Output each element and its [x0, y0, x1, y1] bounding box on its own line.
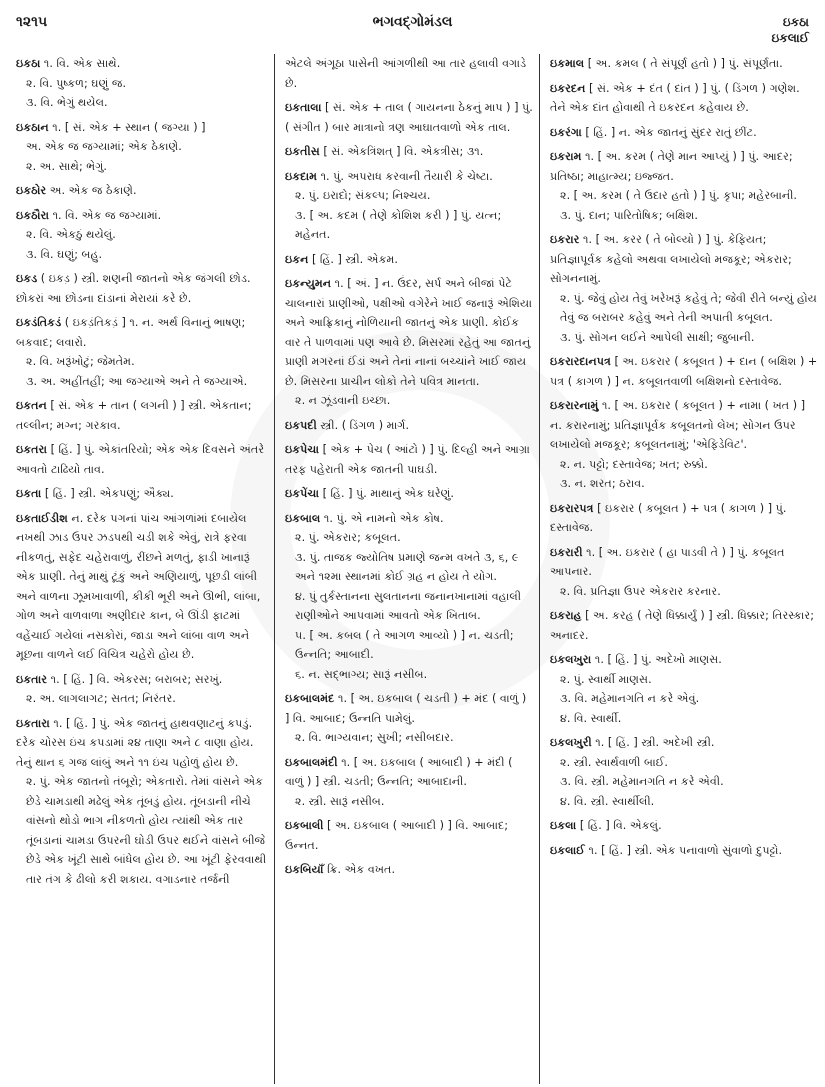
entry-text: [ હિં. ] પું. એકાંતરિયો; એક એક દિવસને અંતરે આવતો ટાઢિયો તાવ. [16, 443, 265, 476]
entry-text: ૧. [ હિં. ] પું. અદેખો માણસ. [594, 653, 722, 666]
dictionary-entry [550, 123, 819, 143]
entry-definition-line [285, 416, 533, 436]
entry-definition-line [285, 689, 533, 728]
dictionary-entry [16, 509, 268, 665]
entry-definition-line [550, 79, 819, 118]
entry-sense: ૨. ન ઝૂંડવાની ઇચ્છા. [295, 394, 391, 407]
entry-sense: ૨. સ્ત્રી. સ્વાર્થવાળી બાઈ. [560, 755, 668, 769]
dictionary-entry [550, 230, 819, 347]
dictionary-entry [285, 509, 533, 685]
entry-definition-line [16, 313, 268, 352]
dictionary-entry [285, 440, 533, 479]
entry-sense: અ. એક જ જગ્યામાં; એક ઠેકાણે. [26, 140, 182, 153]
entry-text: ૧. પું. એ નામનો એક કોષ. [323, 511, 444, 525]
entry-text: ૧. [ અ. કરમ ( તેણે માન આપ્યું ) ] પું. આદર; પ્રતિષ્ઠા; માહાત્મ્ય; ઇજ્જત. [550, 150, 793, 183]
entry-definition-line [16, 118, 268, 138]
entry-definition-line [550, 650, 819, 670]
entry-text: [ સં. એકત્રિંશત્ ] વિ. એકત્રીસ; ૩૧. [323, 145, 484, 158]
entry-definition-line [550, 733, 819, 753]
dictionary-columns [0, 54, 825, 1084]
entry-definition-line [550, 606, 819, 645]
entry-sense: ૩. વિ. સ્ત્રી. મહેમાનગતિ ન કરે એવી. [560, 775, 724, 788]
entry-headword: ઇકતાર [16, 672, 48, 686]
entry-headword: ઇકબાલી [285, 819, 324, 832]
entry-headword: ઇકરારપત્ર [550, 501, 594, 515]
guide-word-first: ઇકઠા [782, 15, 809, 29]
entry-sense: ૨. પું. ઇરાદો; સંકલ્પ; નિશ્ચય. [295, 189, 431, 202]
dictionary-entry [16, 440, 268, 479]
entry-headword: ઇકરારી [550, 545, 583, 559]
column-2 [275, 54, 540, 1084]
entry-text: [ અ. ઇકરાર ( કબૂલત ) + દાન ( બક્ષિશ ) + પત્ર ( કાગળ ) ] ન. કબૂલતવાળી બક્ષિશનો દસ્તાવેજ. [550, 355, 818, 388]
entry-headword: ઇકપેચા [285, 443, 320, 456]
entry-text: [ સં. એક + તાન ( લગની ) ] સ્ત્રી. એકતાન; તલ્લીન; મગ્ન; ગરકાવ. [16, 399, 252, 432]
entry-definition-line [16, 181, 268, 201]
entry-text: [ હિં. ] પું. માથાનું એક ઘરેણું. [322, 487, 454, 500]
entry-headword: ઇકન [285, 252, 309, 266]
entry-sense: ૨. અ. લાગલાગટ; સતત; નિરંતર. [26, 692, 176, 705]
entry-sense: ૬. ન. સદ્ભાગ્ય; સારૂં નસીબ. [295, 667, 428, 681]
entry-definition-line [285, 509, 533, 529]
dictionary-entry [285, 54, 533, 93]
entry-headword: ઇકરારનામું [550, 399, 599, 412]
dictionary-entry [16, 181, 268, 201]
entry-text: અ. એક જ ઠેકાણે. [49, 184, 137, 197]
dictionary-entry [550, 54, 819, 74]
entry-sense: ૨. પું. એક જાતનો તંબૂરો; એકતારો. તેમાં વાંસને એક છેડે ચામડાથી મઢેલું એક તૂંબડું હોય. તૂંબડાની નીચે વાંસનો થોડો ભાગ નીકળતો હોય ત્યાંથી એક તાર તૂંબડાનાં ચામડા ઉપરની ઘોડી ઉપર થઈને વાંસને બીજે છેડે એક ખૂંટી સાથે બાંધેલ હોય છે. આ ખૂંટી ફેરવવાથી તાર તંગ કે ઢીલો કરી શકાય. વગાડનાર તર્જની [26, 775, 267, 886]
entry-headword: ઇકઠા [16, 57, 41, 70]
dictionary-entry [16, 484, 268, 504]
entry-definition-line [16, 269, 268, 308]
entry-sense: ૩. પું. સોગન લઈને આપેલી સાક્ષી; જુબાની. [560, 330, 755, 344]
entry-definition-line [16, 484, 268, 504]
entry-headword: ઇકતન [16, 399, 47, 412]
entry-definition-line [550, 543, 819, 582]
entry-text: [ હિં. ] સ્ત્રી. એકપણું; ઐક્ય. [44, 487, 174, 500]
guide-words [772, 14, 809, 46]
entry-definition-line [16, 54, 268, 74]
entry-definition-line [550, 123, 819, 143]
entry-sense: ૩. પું. તાજક જ્યોતિષ પ્રમાણે જન્મ વખતે ૩, ૬, ૯ અને ૧૨મા સ્થાનમાં કોઈ ગ્રહ ન હોય તે યોગ. [295, 550, 519, 583]
entry-sense: ૨. અ. સાથે; ભેગું. [26, 159, 107, 173]
entry-sense: ૪. વિ. સ્ત્રી. સ્વાર્થીલી. [560, 794, 655, 808]
entry-sense: ૩. વિ. મહેમાનગતિ ન કરે એવું. [560, 692, 700, 705]
entry-sense: ૨. વિ. પ્રતિજ્ઞા ઉપર એકરાર કરનાર. [560, 584, 721, 598]
entry-sense: ૨. પું. જેવું હોય તેવું ખરેખરૂં કહેવું તે; જેવી રીતે બન્યું હોય તેવું જ બરાબર કહેવું અને તેની અપાતી કબૂલત. [560, 291, 817, 324]
dictionary-entry [285, 689, 533, 748]
entry-text: ૧. [ અ. ઇકબાલ ( ચડતી ) + મંદ ( વાળું ) ] વિ. આબાદ; ઉન્નતિ પામેલું. [285, 692, 527, 725]
dictionary-entry [550, 352, 819, 391]
entry-headword: ઇકરારદાનપત્ર [550, 355, 611, 368]
entry-text: ૧. [ હિં. ] સ્ત્રી. એક પનાવાળો સુંવાળો દુપટ્ટો. [588, 843, 783, 857]
entry-definition-line [285, 274, 533, 391]
entry-definition-line [550, 396, 819, 455]
dictionary-entry [550, 543, 819, 602]
dictionary-entry [285, 753, 533, 812]
dictionary-entry [550, 816, 819, 836]
entry-headword: ઇકતાલા [285, 101, 322, 114]
entry-text: ૧. વિ. એક જ જગ્યામાં. [52, 208, 162, 222]
entry-sense: ૨. સ્ત્રી. સારૂં નસીબ. [295, 794, 385, 808]
entry-sense: ૨. પું. સ્વાર્થી માણસ. [560, 672, 652, 686]
dictionary-entry [16, 269, 268, 308]
entry-definition-line [285, 98, 533, 137]
entry-headword: ઇકરાહ [550, 609, 582, 622]
entry-headword: ઇકઠૌરા [16, 208, 50, 222]
entry-definition-line [16, 509, 268, 665]
entry-definition-line [550, 841, 819, 861]
entry-definition-line [285, 167, 533, 187]
dictionary-entry [550, 396, 819, 494]
dictionary-entry [550, 147, 819, 225]
entry-definition-line [16, 714, 268, 773]
entry-headword: ઇકતા [16, 487, 42, 500]
entry-definition-line [285, 816, 533, 855]
dictionary-entry [550, 499, 819, 538]
entry-text: ૧. વિ. એક સાથે. [43, 57, 121, 70]
dictionary-entry [285, 416, 533, 436]
entry-definition-line [285, 753, 533, 792]
entry-text: ૧. [ હિં. ] પું. એક જાતનું હાથવણાટનું કપડું. દરેક ચોરસ ઇંચ કપડામાં ૨૪ તાણા અને ૮ વાણા હોય. તેનું થાન ૬ ગજ લાંબું અને ૧૧ ઇંચ પહોળું હોય છે. [16, 716, 254, 769]
dictionary-entry [550, 733, 819, 811]
entry-text: એટલે અંગૂઠા પાસેની આંગળીથી આ તાર હલાવી વગાડે છે. [285, 57, 527, 90]
entry-sense: ૫. [ અ. કબલ ( તે આગળ આવ્યો ) ] ન. ચડતી; ઉન્નતિ; આબાદી. [295, 628, 514, 661]
entry-text: [ હિં. ] સ્ત્રી. એકમ. [312, 252, 398, 266]
entry-text: ૧. [ અં. ] ન. ઉંદર, સર્પ અને બીજાં પેટે ચાલનારાં પ્રાણીઓ, પક્ષીઓ વગેરેને ખાઈ જનારૂં એશિયા અને આફ્રિકાનું નોળિયાની જાતનું એક પ્રાણી. કોઈક વાર તે પાળવામાં પણ આવે છે. મિસરમાં રહેતું આ જાતનું પ્રાણી મગરનાં ઈંડાં અને તેનાં નાનાં બચ્ચાંને ખાઈ જાય છે. મિસરના પ્રાચીન લોકો તેને પવિત્ર માનતા. [285, 277, 532, 388]
entry-text: ૧. [ અ. ઇકરાર ( હા પાડવી તે ) ] પું. કબૂલત આપનાર. [550, 545, 785, 578]
entry-definition-line [550, 54, 819, 74]
entry-sense: ૨. વિ. પુષ્કળ; ઘણું જ. [26, 76, 127, 90]
entry-text: [ સં. એક + તાલ ( ગાયનના ઠેકનું માપ ) ] પું. ( સંગીત ) બાર માત્રાનો ત્રણ આઘાતવાળો એક તાલ. [285, 101, 533, 134]
dictionary-entry [285, 167, 533, 245]
entry-headword: ઇકતારા [16, 716, 50, 730]
entry-definition-line [550, 230, 819, 289]
entry-sense: ૨. ન. પટ્ટો; દસ્તાવેજ; ખત; રુક્કો. [560, 457, 708, 471]
entry-headword: ઇકબાલમંદી [285, 755, 338, 769]
entry-text: ન. દરેક પગનાં પાંચ આંગળાંમાં દબાયેલ નખથી ઝાડ ઉપર ઝડપથી ચડી શકે એવું, રાત્રે ફરવા નીકળતું, સફેદ ચહેરાવાળું, રીંછને મળતું, ફાડી ખાનારૂં એક પ્રાણી. તેનું માથું ટૂંકું અને અણિયાળું, પૂછડી લાંબી અને વાળના ઝૂમખાવાળી, કીકી ભૂરી અને ઊભી, લાંબા, ગોળ અને વાળવાળા અણીદાર કાન, બે ઊંડી ફાટમાં વહેંચાઈ ગયેલાં નસકોરાં, જાડા અને લાંબા વાળ અને મૂછના વાળને લઈ વિચિત્ર ચહેરો હોય છે. [16, 511, 261, 661]
entry-sense: ૩. ન. શરત; ઠરાવ. [560, 477, 645, 490]
entry-text: ૧. [ હિં. ] વિ. એકરસ; બરાબર; સરખું. [50, 672, 223, 686]
entry-definition-line [16, 396, 268, 435]
entry-text: [ હિં. ] વિ. એકલું. [579, 819, 662, 832]
dictionary-entry [550, 79, 819, 118]
entry-headword: ઇકબાલ [285, 511, 321, 525]
entry-sense: ૨. [ અ. કરમ ( તે ઉદાર હતો ) ] પું. કૃપા; મહેરબાની. [560, 189, 797, 202]
entry-headword: ઇકલાઈ [550, 843, 585, 857]
entry-text: ૧. [ અ. કરર ( તે બોલ્યો ) ] પું. કેફિયત; પ્રતિજ્ઞાપૂર્વક કહેલો અથવા લખાયેલો મજકૂર; એકરાર; સોગનનામું. [550, 233, 792, 285]
dictionary-entry [285, 860, 533, 880]
entry-definition-line [285, 54, 533, 93]
entry-headword: ઇકઠાન [16, 120, 49, 134]
entry-definition-line [550, 352, 819, 391]
entry-text: ૧. [ સં. એક + સ્થાન ( જગ્યા ) ] [52, 120, 206, 134]
dictionary-entry [16, 118, 268, 177]
dictionary-entry [16, 714, 268, 890]
entry-sense: ૩. પું. દાન; પારિતોષિક; બક્ષિશ. [560, 208, 698, 222]
entry-definition-line [285, 860, 533, 880]
entry-definition-line [285, 250, 533, 270]
entry-definition-line [16, 206, 268, 226]
dictionary-entry [550, 606, 819, 645]
dictionary-entry [285, 142, 533, 162]
entry-headword: ઇકઠોર [16, 184, 47, 197]
entry-text: ૧. પું. અપરાધ કરવાની તૈયારી કે ચેષ્ટા. [320, 169, 493, 183]
entry-headword: ઇકપદી [285, 418, 317, 432]
dictionary-entry [550, 841, 819, 861]
entry-definition-line [550, 499, 819, 538]
entry-sense: ૨. વિ. ભાગ્યવાન; સુખી; નસીબદાર. [295, 731, 454, 744]
entry-headword: ઇકતીસ [285, 145, 320, 158]
dictionary-entry [550, 650, 819, 728]
entry-sense: ૨. વિ. ખરૂંખોટું; જેમતેમ. [26, 355, 135, 368]
running-title: ભગવદ્ગોમંડલ [372, 14, 453, 30]
entry-headword: ઇકન્યુમન [285, 277, 332, 290]
entry-definition-line [550, 816, 819, 836]
column-3 [540, 54, 825, 1084]
entry-text: [ અ. ઇકબાલ ( આબાદી ) ] વિ. આબાદ; ઉન્નત. [285, 819, 509, 852]
entry-text: [ ઇકરાર ( કબૂલત ) + પત્ર ( કાગળ ) ] પું. દસ્તાવેજ. [550, 501, 787, 534]
dictionary-entry [16, 670, 268, 709]
entry-text: ( ઇકડ઼ંતિકડ઼ં ] ૧. ન. અર્થ વિનાનું ભાષણ; બકવાદ; લવારો. [16, 316, 246, 349]
entry-sense: ૪. પું તુર્કસ્તાનના સુલતાનના જનાનખાનામાં વહાલી રાણીઓને આપવામાં આવતો એક ખિતાબ. [295, 589, 522, 622]
entry-headword: ઇકરામ [550, 150, 582, 163]
entry-sense: ૨. વિ. એકઠું થયેલું. [26, 228, 116, 241]
entry-text: સ્ત્રી. ( ડિંગળ ) માર્ગ. [320, 418, 410, 432]
entry-headword: ઇકલખુરી [550, 736, 592, 749]
entry-definition-line [285, 484, 533, 504]
entry-headword: ઇકબાલમંદ [285, 692, 335, 705]
dictionary-entry [285, 816, 533, 855]
entry-headword: ઇકપેંચા [285, 487, 320, 500]
dictionary-entry [16, 396, 268, 435]
dictionary-entry [285, 250, 533, 270]
page-number: ૧૨૧૫ [16, 14, 48, 30]
entry-headword: ઇકલખુરા [550, 653, 592, 666]
dictionary-entry [285, 274, 533, 411]
entry-headword: ઇકદામ [285, 169, 317, 183]
entry-headword: ઇકમાલ [550, 57, 585, 70]
entry-headword: ઇકતરા [16, 443, 48, 456]
entry-sense: ૪. વિ. સ્વાર્થી. [560, 711, 622, 725]
entry-text: [ અ. કમલ ( તે સંપૂર્ણ હતો ) ] પું. સંપૂર્ણતા. [587, 57, 783, 70]
entry-definition-line [16, 440, 268, 479]
entry-text: ક્રિ. એક વખત. [327, 863, 396, 876]
entry-text: [ અ. કરહ ( તેણે ધિક્કાર્યું ) ] સ્ત્રી. ધિક્કાર; તિરસ્કાર; અનાદર. [550, 609, 814, 642]
entry-definition-line [16, 670, 268, 690]
entry-headword: ઇકરાર [550, 233, 580, 246]
entry-sense: ૨. પું. એકરાર; કબૂલત. [295, 531, 401, 544]
entry-headword: ઇકરદન [550, 81, 586, 95]
entry-headword: ઇકલા [550, 819, 577, 832]
column-1 [0, 54, 275, 1084]
entry-text: ૧. [ અ. ઇકબાલ ( આબાદી ) + મંદી ( વાળું ) ] સ્ત્રી. ચડતી; ઉન્નતિ; આબાદાની. [285, 755, 513, 788]
entry-text: ૧. [ અ. ઇકરાર ( કબૂલત ) + નામા ( ખત ) ] ન. કરારનામું; પ્રતિજ્ઞાપૂર્વક કબૂલતનો લેખ; સોગન ઉપર લખાયેલો મજકૂર; કબૂલતનામું; 'એફિડેવિટ'. [550, 399, 806, 451]
entry-headword: ઇકડ [16, 272, 38, 285]
entry-sense: ૩. વિ. ઘણું; બહુ. [26, 247, 103, 261]
entry-text: ( ઇકડ઼ ) સ્ત્રી. શણની જાતનો એક જંગલી છોડ. છોકરાં આ છોડના દાંડાનાં મેરાયાં કરે છે. [16, 272, 251, 305]
entry-headword: ઇકરંગા [550, 125, 582, 139]
entry-sense: ૩. વિ. ભેગું થયેલ. [26, 96, 108, 109]
page-header [0, 0, 825, 54]
entry-headword: ઇકબિયાઁ [285, 863, 324, 876]
entry-headword: ઇકતાઈડીશ [16, 511, 68, 525]
dictionary-entry [16, 54, 268, 113]
entry-text: ૧. [ હિં. ] સ્ત્રી. અદેખી સ્ત્રી. [595, 736, 715, 749]
entry-sense: ૩. અ. અહીંતહીં; આ જગ્યાએ અને તે જગ્યાએ. [26, 374, 248, 388]
dictionary-entry [16, 313, 268, 391]
entry-sense: ૩. [ અ. કદમ ( તેણે કોશિશ કરી ) ] પું. યત્ન; મહેનત. [295, 208, 502, 241]
dictionary-entry [285, 98, 533, 137]
dictionary-entry [16, 206, 268, 265]
guide-word-last: ઇકલાઈ [771, 31, 809, 45]
entry-text: [ એક + પેચ ( આંટો ) ] પું. દિલ્હી અને આગ્રા તરફ પહેરાતી એક જાતની પાઘડી. [285, 443, 530, 476]
entry-definition-line [285, 440, 533, 479]
entry-text: [ હિં. ] ન. એક જાતનું સુંદર રાતું છીંટ. [585, 125, 757, 139]
dictionary-entry [285, 484, 533, 504]
entry-headword: ઇકડંતિકડં [16, 316, 62, 329]
entry-definition-line [285, 142, 533, 162]
entry-definition-line [550, 147, 819, 186]
entry-text: [ સં. એક + દંત ( દાંત ) ] પું. ( ડિંગળ ) ગણેશ. તેને એક દાંત હોવાથી તે ઇકરદન કહેવાય છે. [550, 81, 800, 114]
